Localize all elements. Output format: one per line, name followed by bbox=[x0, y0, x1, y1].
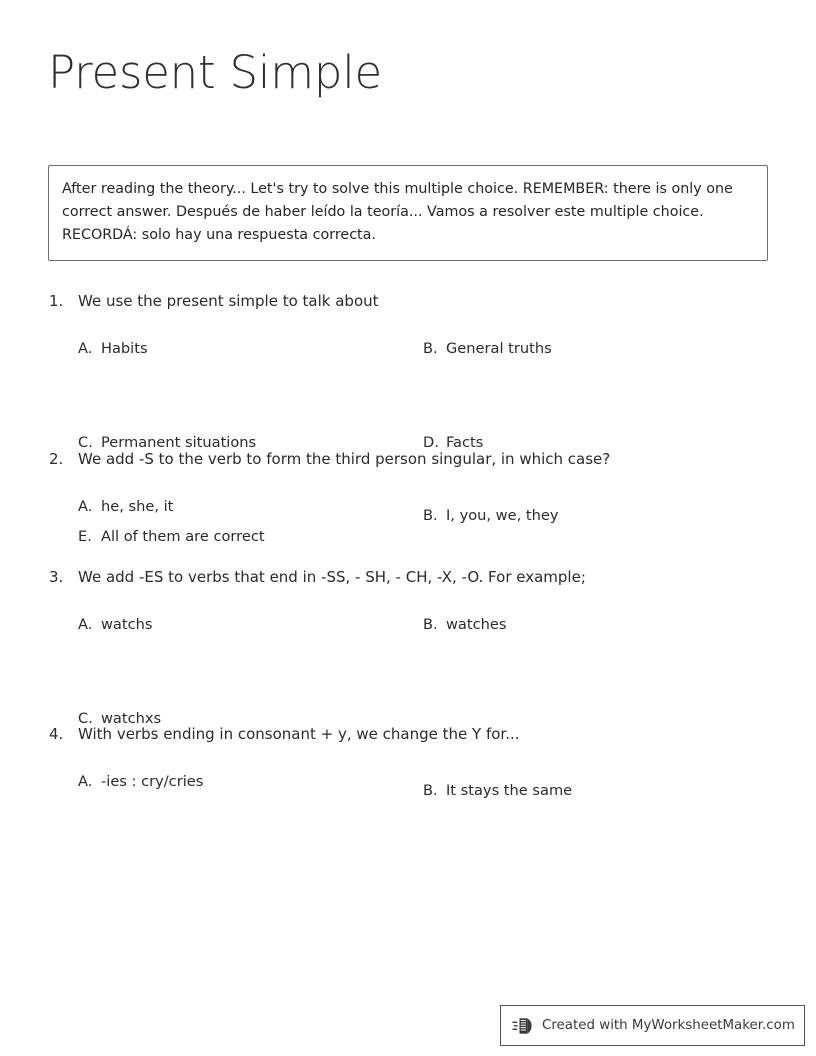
option-label: watches bbox=[446, 616, 507, 633]
question-block bbox=[0, 450, 816, 524]
options-grid bbox=[0, 616, 816, 727]
answer-option[interactable] bbox=[78, 498, 173, 517]
page-title: Present Simple bbox=[48, 46, 382, 99]
option-row bbox=[0, 498, 816, 545]
worksheet-maker-badge[interactable] bbox=[500, 1005, 805, 1046]
answer-option[interactable] bbox=[423, 340, 552, 359]
option-letter: B. bbox=[423, 616, 438, 633]
question-line bbox=[0, 292, 816, 312]
option-label: watchxs bbox=[101, 710, 162, 727]
option-label: It stays the same bbox=[446, 782, 573, 799]
option-label: All of them are correct bbox=[101, 528, 265, 545]
option-letter: B. bbox=[423, 507, 438, 524]
question-line bbox=[0, 725, 816, 745]
option-label: Facts bbox=[446, 434, 484, 451]
options-grid bbox=[0, 773, 816, 820]
option-letter: B. bbox=[423, 340, 438, 357]
question-number: 4. bbox=[49, 725, 64, 743]
option-letter: A. bbox=[78, 616, 93, 633]
badge-label: Created with MyWorksheetMaker.com bbox=[542, 1018, 795, 1033]
answer-option[interactable] bbox=[78, 340, 148, 359]
question-number: 2. bbox=[49, 450, 64, 468]
question-text: With verbs ending in consonant + y, we change the Y for... bbox=[78, 725, 520, 743]
answer-option[interactable] bbox=[78, 616, 152, 635]
answer-option[interactable] bbox=[423, 507, 558, 526]
question-line bbox=[0, 450, 816, 470]
option-row bbox=[0, 340, 816, 387]
option-label: watchs bbox=[101, 616, 153, 633]
question-text: We add -ES to verbs that end in -SS, - SH, - CH, -X, -O. For example; bbox=[78, 568, 586, 586]
option-row bbox=[0, 773, 816, 820]
option-letter: C. bbox=[78, 434, 93, 451]
option-letter: E. bbox=[78, 528, 92, 545]
option-label: I, you, we, they bbox=[446, 507, 559, 524]
option-letter: A. bbox=[78, 340, 93, 357]
option-letter: B. bbox=[423, 782, 438, 799]
options-grid bbox=[0, 498, 816, 545]
answer-option[interactable] bbox=[423, 616, 506, 635]
option-letter: C. bbox=[78, 710, 93, 727]
option-label: General truths bbox=[446, 340, 552, 357]
instruction-text: After reading the theory... Let's try to solve this multiple choice. REMEMBER: there is only one correct answer. Después de haber leído la teoría... Vamos a resolver este multiple choice. RECORDÁ: solo hay una respuesta correcta. bbox=[62, 181, 733, 244]
option-letter: A. bbox=[78, 498, 93, 515]
option-label: Permanent situations bbox=[101, 434, 257, 451]
option-letter: D. bbox=[423, 434, 439, 451]
question-block bbox=[0, 725, 816, 799]
question-line bbox=[0, 568, 816, 588]
option-label: Habits bbox=[101, 340, 148, 357]
answer-option[interactable] bbox=[78, 773, 203, 792]
option-letter: A. bbox=[78, 773, 93, 790]
question-number: 3. bbox=[49, 568, 64, 586]
question-number: 1. bbox=[49, 292, 64, 310]
option-label: -ies : cry/cries bbox=[101, 773, 204, 790]
question-block bbox=[0, 568, 816, 727]
answer-option[interactable] bbox=[423, 782, 572, 801]
myworksheetmaker-logo-icon bbox=[512, 1015, 534, 1037]
option-row bbox=[0, 616, 816, 663]
question-text: We use the present simple to talk about bbox=[78, 292, 379, 310]
option-label: he, she, it bbox=[101, 498, 174, 515]
question-text: We add -S to the verb to form the third person singular, in which case? bbox=[78, 450, 611, 468]
instruction-box bbox=[48, 165, 768, 261]
